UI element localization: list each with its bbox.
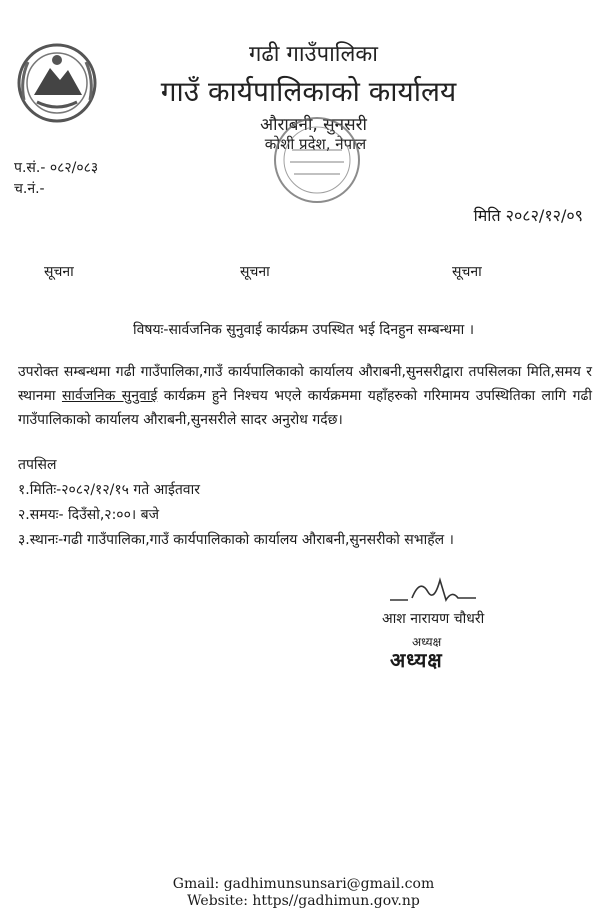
municipality-name: गढी गाउँपालिका bbox=[248, 42, 378, 67]
reference-number: प.सं.- ०८२/०८३ bbox=[14, 160, 99, 176]
body-text-start: उपरोक्त सम्बन्धमा गढी गाउँपालिका,गाउँ कार्यपालिकाको कार्यालय औराबनी,सुनसरीद्वारा तपसिलका मिति,समय र स्थानमा bbox=[18, 364, 592, 404]
province-country: कोशी प्रदेश, नेपाल bbox=[264, 135, 367, 153]
dispatch-number: च.नं.- bbox=[14, 181, 45, 197]
notice-label: सूचना bbox=[452, 264, 482, 280]
office-stamp-icon bbox=[262, 110, 372, 210]
notice-label: सूचना bbox=[44, 264, 74, 280]
office-address: औराबनी, सुनसरी bbox=[260, 115, 367, 135]
signature-icon bbox=[388, 572, 478, 608]
detail-time: २.समयः- दिउँसो,२:००। बजे bbox=[18, 507, 159, 523]
detail-venue: ३.स्थानः-गढी गाउँपालिका,गाउँ कार्यपालिकाको कार्यालय औराबनी,सुनसरीको सभाहँल । bbox=[18, 532, 454, 548]
footer-email: Gmail: gadhimunsunsari@gmail.com bbox=[172, 876, 435, 892]
subject-line: विषयः-सार्वजनिक सुनुवाई कार्यक्रम उपस्थित भई दिनहुन सम्बन्धमा । bbox=[132, 322, 475, 338]
body-paragraph bbox=[18, 360, 592, 432]
footer-website: Website: https//gadhimun.gov.np bbox=[187, 893, 420, 909]
body-underlined-text: सार्वजनिक सुनुवाई bbox=[61, 388, 158, 404]
detail-date: १.मितिः-२०८२/१२/१५ गते आईतवार bbox=[18, 482, 200, 498]
letter-date: मिति २०८२/१२/०९ bbox=[473, 206, 583, 225]
signatory-name: आश नारायण चौधरी bbox=[382, 611, 485, 627]
position-stamp: अध्यक्ष bbox=[390, 648, 443, 672]
office-name: गाउँ कार्यपालिकाको कार्यालय bbox=[160, 75, 457, 108]
signatory-position: अध्यक्ष bbox=[412, 635, 442, 649]
details-heading: तपसिल bbox=[18, 457, 57, 473]
body-text-end: कार्यक्रम हुने निश्चय भएले कार्यक्रममा यहाँहरुको गरिमामय उपस्थितिका लागि गढी गाउँपालिकाको कार्यालय औराबनी,सुनसरीले सादर अनुरोध गर्दछ। bbox=[18, 388, 592, 428]
notice-label: सूचना bbox=[240, 264, 270, 280]
